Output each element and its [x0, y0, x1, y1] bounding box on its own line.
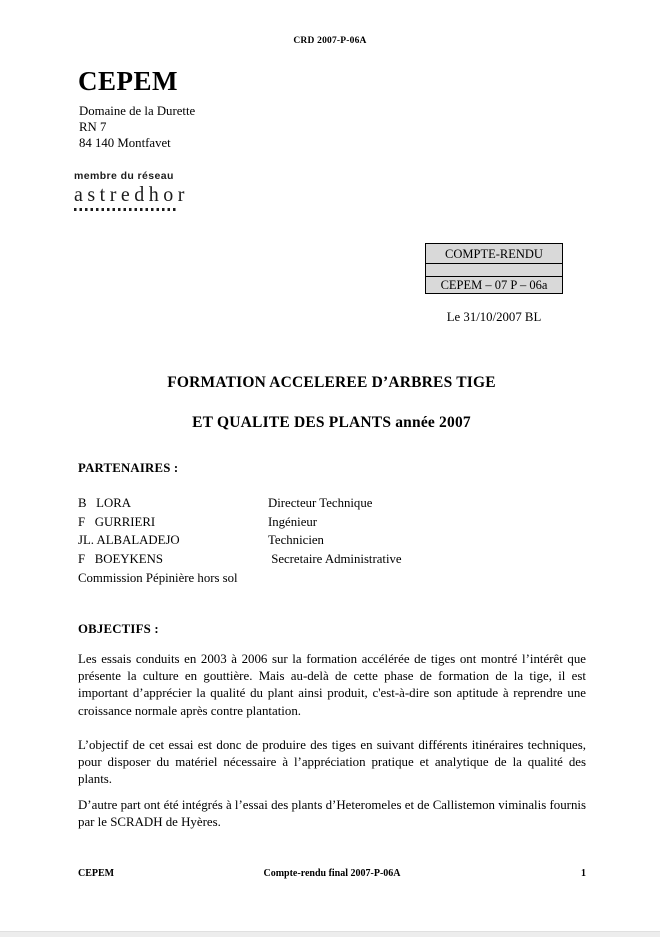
partners-list — [78, 494, 402, 568]
report-box-spacer — [426, 264, 562, 276]
org-name-heading: CEPEM — [78, 66, 178, 96]
partner-name: F BOEYKENS — [78, 551, 163, 566]
partners-section-heading: PARTENAIRES : — [78, 461, 179, 475]
objectives-paragraph-3: D’autre part ont été intégrés à l’essai des plants d’Heteromeles et de Callistemon viminalis fournis par le SCRADH de Hyères. — [78, 798, 586, 830]
partner-row — [78, 513, 402, 532]
partner-role: Technicien — [268, 533, 324, 547]
objectives-paragraph-1: Les essais conduits en 2003 à 2006 sur la formation accélérée de tiges ont montré l’intérêt que présente la culture en gouttière. Mais au-delà de cette phase de formation de la tige, il est important d’apprécier la qualité du plant ainsi produit, c'est-à-dire son aptitude à reprendre une croissance normale après contre plantation. — [78, 652, 586, 718]
org-address-line1: Domaine de la Durette — [79, 104, 196, 118]
page-bottom-edge — [0, 931, 660, 937]
logo-brand-wordmark: astredhor — [74, 183, 189, 207]
report-date: Le 31/10/2007 BL — [446, 310, 542, 324]
partner-row — [78, 494, 402, 513]
footer-document-title: Compte-rendu final 2007-P-06A — [263, 868, 401, 879]
org-address-block — [79, 103, 195, 151]
objectives-paragraph-2: L’objectif de cet essai est donc de produire des tiges en suivant différents itinéraires techniques, pour disposer du matériel nécessaire à l’appréciation pratique et analytique de la qualité des plants. — [78, 738, 586, 787]
document-title-line2: ET QUALITE DES PLANTS année 2007 — [192, 414, 471, 431]
partner-row — [78, 550, 402, 569]
partner-row — [78, 531, 402, 550]
footer-page-number: 1 — [581, 868, 586, 879]
report-type-label: COMPTE-RENDU — [426, 244, 562, 264]
partner-name: JL. ALBALADEJO — [78, 533, 180, 547]
astredhor-logo — [74, 170, 189, 211]
objectives-section-heading: OBJECTIFS : — [78, 622, 159, 636]
document-title-line1: FORMATION ACCELEREE D’ARBRES TIGE — [167, 374, 496, 391]
partner-role: Ingénieur — [268, 514, 318, 529]
report-reference-number: CEPEM – 07 P – 06a — [426, 276, 562, 293]
document-reference-code: CRD 2007-P-06A — [293, 36, 367, 46]
commission-note: Commission Pépinière hors sol — [78, 571, 238, 585]
org-address-line2: RN 7 — [79, 120, 107, 134]
report-reference-box — [425, 243, 563, 294]
page-footer — [78, 868, 586, 879]
partner-name: F GURRIERI — [78, 514, 156, 529]
partner-name: B LORA — [78, 496, 131, 510]
logo-tagline: membre du réseau — [74, 170, 174, 182]
footer-org-name: CEPEM — [78, 868, 115, 879]
partner-role: Secretaire Administrative — [268, 551, 402, 566]
org-address-line3: 84 140 Montfavet — [79, 136, 171, 150]
logo-dotted-line — [74, 208, 178, 211]
partner-role: Directeur Technique — [268, 496, 373, 510]
